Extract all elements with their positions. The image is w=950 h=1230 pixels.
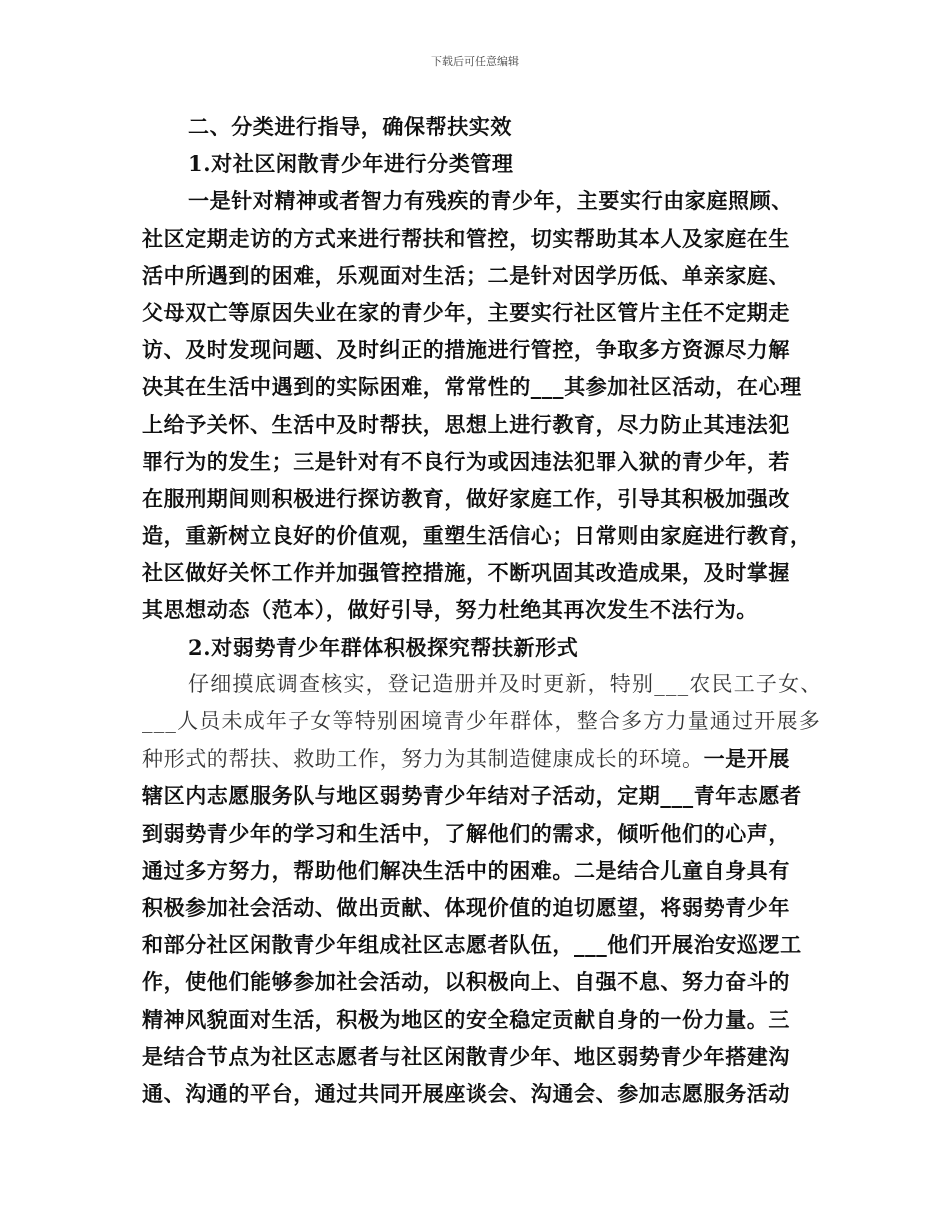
- text-line: 通、沟通的平台，通过共同开展座谈会、沟通会、参加志愿服务活动: [142, 1080, 790, 1106]
- text-line-regular-part: 种形式的帮扶、救助工作，努力为其制造健康成长的环境。: [142, 747, 704, 772]
- text-line: 2.对弱势青少年群体积极探究帮扶新形式: [188, 634, 579, 660]
- text-line: ___人员未成年子女等特别困境青少年群体，整合多方力量通过开展多: [142, 709, 821, 733]
- text-line: 1.对社区闲散青少年进行分类管理: [188, 151, 514, 177]
- text-line: 决其在生活中遇到的实际困难，常常性的___其参加社区活动，在心理: [142, 374, 802, 400]
- text-line: 其思想动态（范本），做好引导，努力杜绝其再次发生不法行为。: [142, 597, 758, 623]
- text-line: 和部分社区闲散青少年组成社区志愿者队伍，___他们开展治安巡逻工: [142, 932, 802, 958]
- text-line: 罪行为的发生；三是针对有不良行为或因违法犯罪入狱的青少年，若: [142, 448, 790, 474]
- text-line: 在服刑期间则积极进行探访教育，做好家庭工作，引导其积极加强改: [142, 485, 790, 511]
- text-line: 社区定期走访的方式来进行帮扶和管控，切实帮助其本人及家庭在生: [142, 225, 790, 251]
- text-line: 父母双亡等原因失业在家的青少年，主要实行社区管片主任不定期走: [142, 299, 790, 325]
- text-line: 是结合节点为社区志愿者与社区闲散青少年、地区弱势青少年搭建沟: [142, 1043, 790, 1069]
- text-line: 二、分类进行指导，确保帮扶实效: [188, 114, 512, 139]
- text-line-bold-part: 一是开展: [703, 746, 791, 772]
- text-line: [142, 740, 828, 777]
- text-line: 访、及时发现问题、及时纠正的措施进行管控，争取多方资源尽力解: [142, 337, 790, 363]
- document-body: [142, 108, 828, 1112]
- text-line: 造，重新树立良好的价值观，重塑生活信心；日常则由家庭进行教育，: [142, 523, 812, 549]
- text-line: 社区做好关怀工作并加强管控措施，不断巩固其改造成果，及时掌握: [142, 560, 790, 586]
- text-line: 积极参加社会活动、做出贡献、体现价值的迫切愿望，将弱势青少年: [142, 894, 790, 920]
- text-line: 通过多方努力，帮助他们解决生活中的困难。二是结合儿童自身具有: [142, 857, 790, 883]
- text-line: 精神风貌面对生活，积极为地区的安全稳定贡献自身的一份力量。三: [142, 1006, 790, 1032]
- text-line: 到弱势青少年的学习和生活中，了解他们的需求，倾听他们的心声，: [142, 820, 790, 846]
- text-line: 活中所遇到的困难，乐观面对生活；二是针对因学历低、单亲家庭、: [142, 262, 790, 288]
- page-header: 下载后可任意编辑: [431, 55, 519, 68]
- text-line: 作，使他们能够参加社会活动，以积极向上、自强不息、努力奋斗的: [142, 969, 790, 995]
- text-line: 上给予关怀、生活中及时帮扶，思想上进行教育，尽力防止其违法犯: [142, 411, 790, 437]
- text-line: 一是针对精神或者智力有残疾的青少年，主要实行由家庭照顾、: [188, 188, 793, 214]
- text-line: 仔细摸底调查核实，登记造册并及时更新，特别___农民工子女、: [188, 671, 823, 696]
- text-line: 辖区内志愿服务队与地区弱势青少年结对子活动，定期___青年志愿者: [142, 783, 802, 809]
